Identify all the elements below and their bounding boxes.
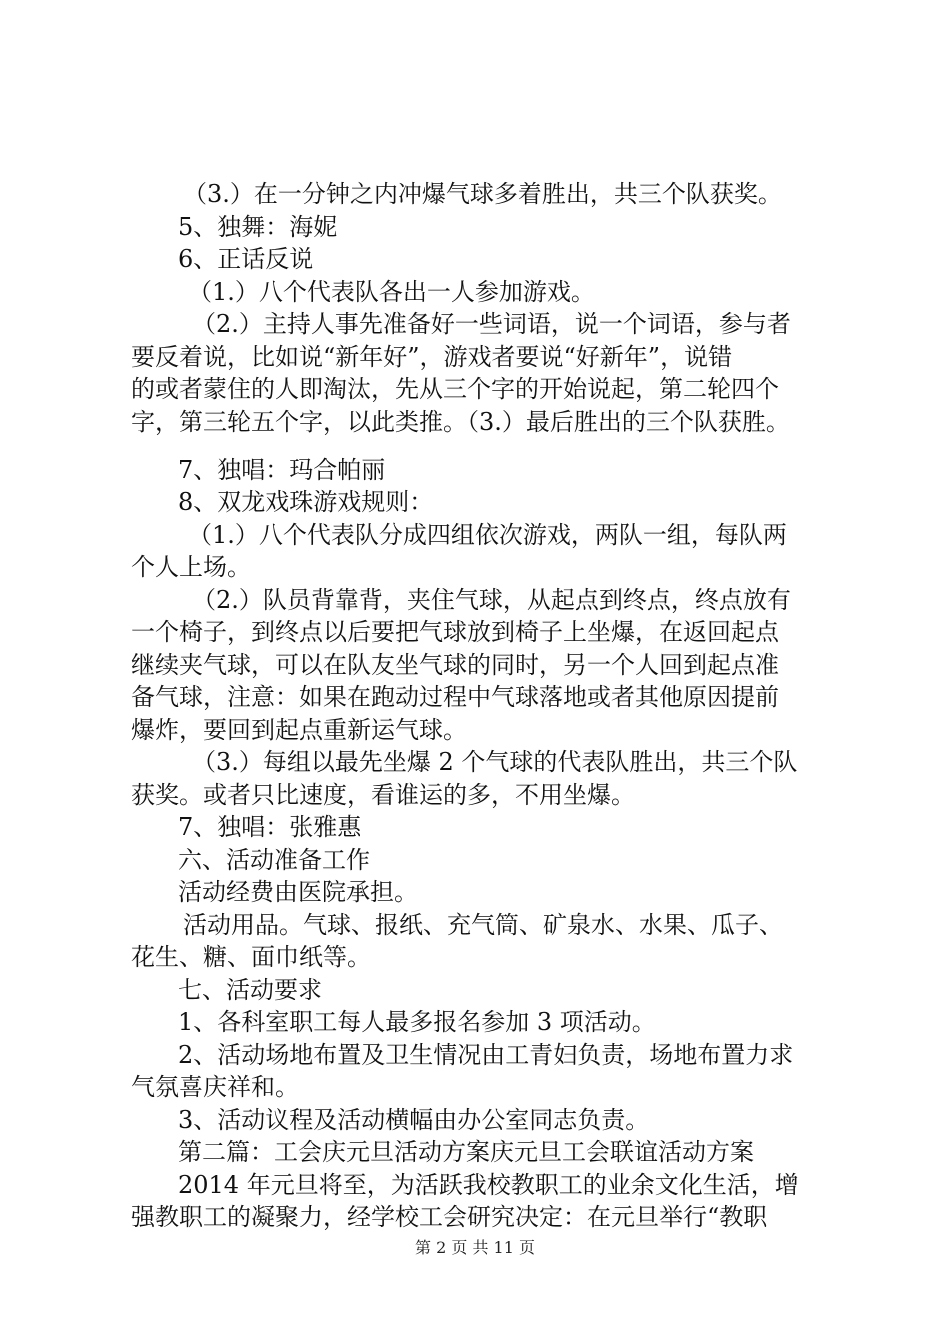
text-line: 备气球，注意：如果在跑动过程中气球落地或者其他原因提前 — [131, 683, 779, 711]
text-line: 一个椅子，到终点以后要把气球放到椅子上坐爆，在返回起点 — [131, 618, 779, 646]
text-line: （1.）八个代表队分成四组依次游戏，两队一组，每队两 — [188, 521, 787, 549]
text-line: 8、双龙戏珠游戏规则： — [178, 488, 434, 516]
text-line: 个人上场。 — [131, 553, 251, 581]
text-line: 气氛喜庆祥和。 — [131, 1073, 299, 1101]
text-line: 7、独唱：玛合帕丽 — [178, 456, 386, 484]
text-line: （2.）主持人事先准备好一些词语，说一个词语，参与者 — [192, 310, 791, 338]
page-footer: 第 2 页 共 11 页 — [415, 1238, 535, 1257]
text-line: （3.）每组以最先坐爆 2 个气球的代表队胜出，共三个队 — [192, 748, 798, 776]
text-line: （3.）在一分钟之内冲爆气球多着胜出，共三个队获奖。 — [183, 180, 782, 208]
text-line: 3、活动议程及活动横幅由办公室同志负责。 — [178, 1106, 650, 1134]
text-line: 爆炸，要回到起点重新运气球。 — [131, 716, 467, 744]
text-line: 获奖。或者只比速度，看谁运的多，不用坐爆。 — [131, 781, 635, 809]
text-line: 的或者蒙住的人即淘汰，先从三个字的开始说起，第二轮四个 — [131, 375, 779, 403]
text-line: 要反着说，比如说“新年好”，游戏者要说“好新年”，说错 — [131, 343, 733, 371]
text-line: 7、独唱：张雅惠 — [178, 813, 362, 841]
section-heading: 七、活动要求 — [178, 976, 322, 1004]
text-line: 6、正话反说 — [178, 245, 314, 273]
text-line: 2014 年元旦将至，为活跃我校教职工的业余文化生活，增 — [178, 1171, 799, 1199]
text-line: （2.）队员背靠背，夹住气球，从起点到终点，终点放有 — [192, 586, 791, 614]
text-line: 活动经费由医院承担。 — [178, 878, 418, 906]
text-line: 字，第三轮五个字，以此类推。（3.）最后胜出的三个队获胜。 — [131, 408, 790, 436]
text-line: （1.）八个代表队各出一人参加游戏。 — [188, 278, 595, 306]
text-line: 5、独舞：海妮 — [178, 213, 338, 241]
section-heading: 六、活动准备工作 — [178, 846, 370, 874]
text-line: 活动用品。气球、报纸、充气筒、矿泉水、水果、瓜子、 — [183, 911, 783, 939]
section-heading: 第二篇：工会庆元旦活动方案庆元旦工会联谊活动方案 — [178, 1138, 754, 1166]
text-line: 强教职工的凝聚力，经学校工会研究决定：在元旦举行“教职 — [131, 1203, 768, 1231]
text-line: 2、活动场地布置及卫生情况由工青妇负责，场地布置力求 — [178, 1041, 794, 1069]
text-line: 继续夹气球，可以在队友坐气球的同时，另一个人回到起点准 — [131, 651, 779, 679]
text-line: 1、各科室职工每人最多报名参加 3 项活动。 — [178, 1008, 656, 1036]
text-line: 花生、糖、面巾纸等。 — [131, 943, 371, 971]
